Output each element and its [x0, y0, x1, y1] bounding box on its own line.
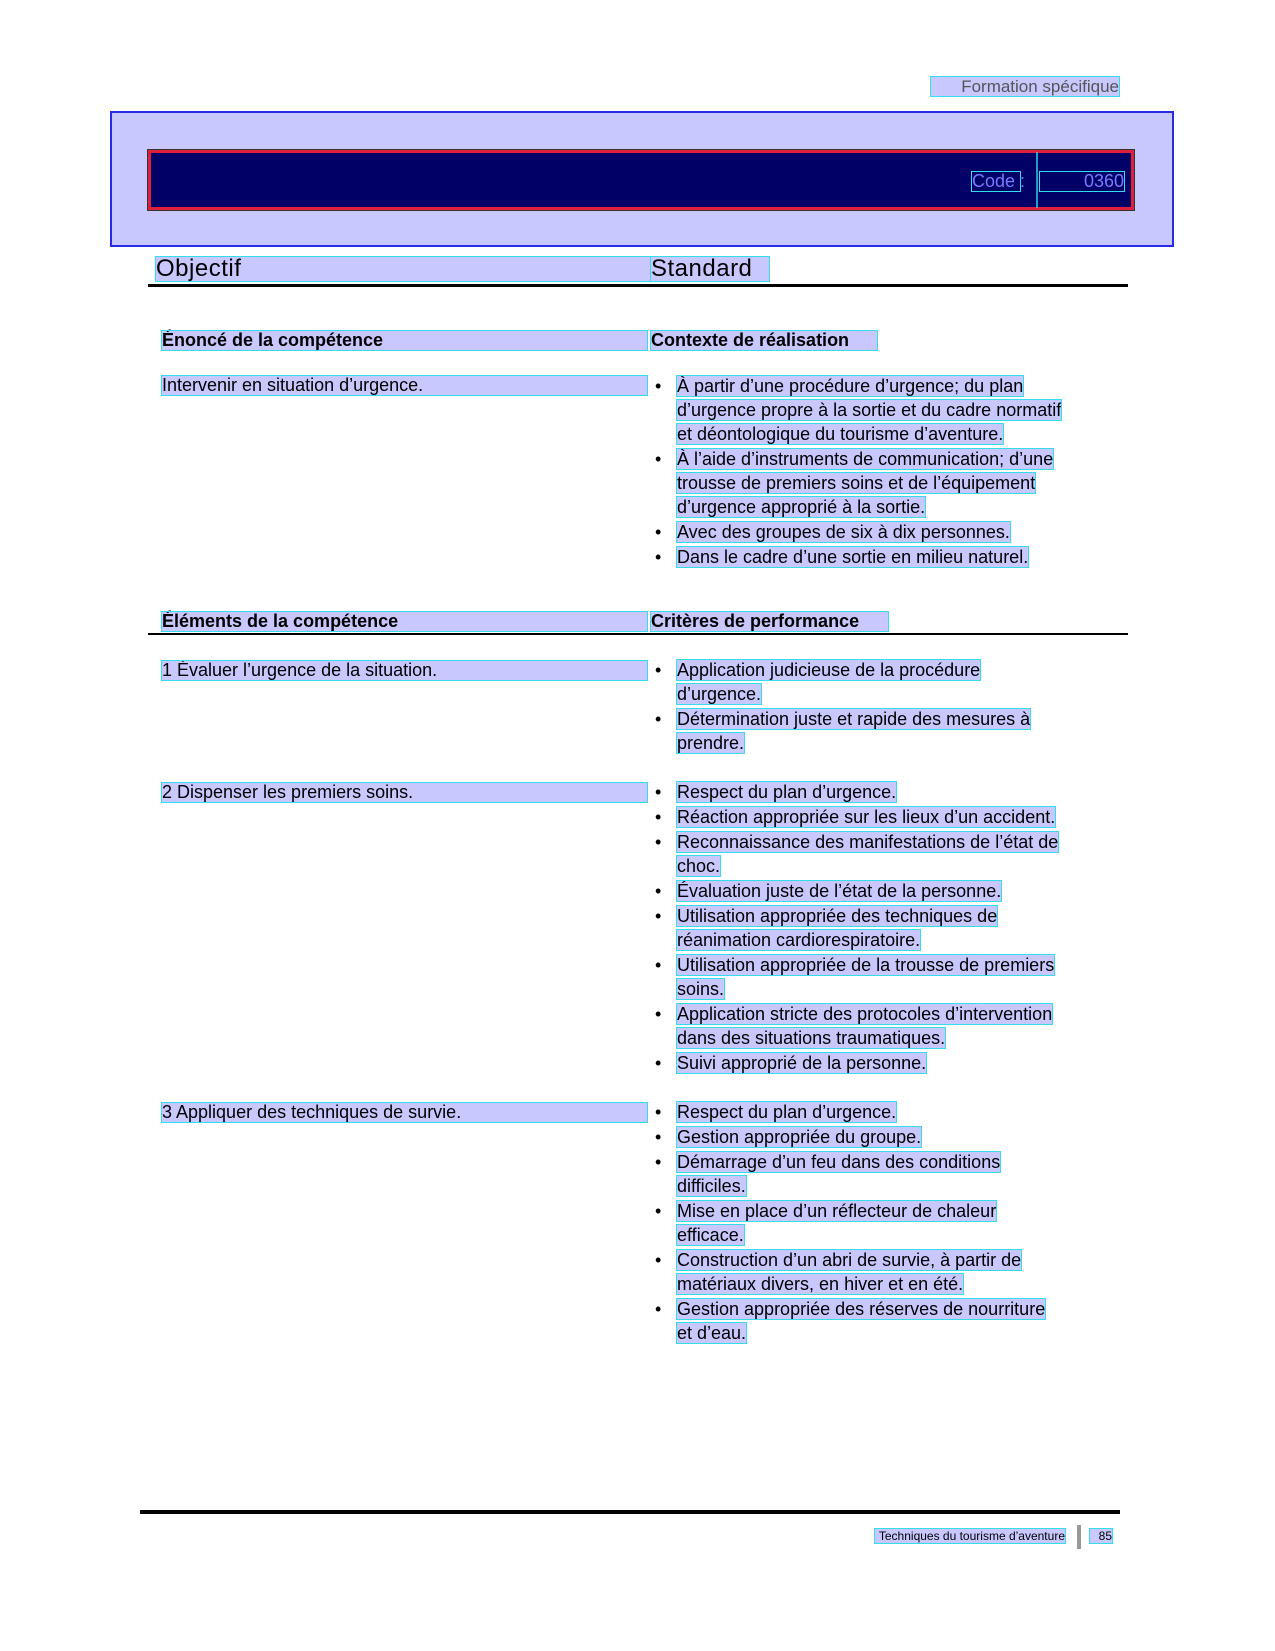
bullet-item	[653, 1125, 1123, 1149]
bullet-text: prendre.	[677, 733, 745, 753]
bullet-text: À l’aide d’instruments de communication; d’une	[677, 449, 1054, 469]
element-3-criteria	[653, 1100, 1123, 1346]
bullet-text: À partir d’une procédure d’urgence; du plan	[677, 376, 1024, 396]
bullet-item	[653, 707, 1123, 755]
bullet-text: Démarrage d’un feu dans des conditions	[677, 1152, 1001, 1172]
bullet-item	[653, 830, 1123, 878]
bullet-text: et d’eau.	[677, 1323, 747, 1343]
bullet-item	[653, 953, 1123, 1001]
page-number: 85	[1090, 1529, 1112, 1543]
bullet-item	[653, 520, 1123, 544]
bullet-item	[653, 447, 1123, 519]
bullet-text: Gestion appropriée du groupe.	[677, 1127, 922, 1147]
bullet-text: Évaluation juste de l’état de la personne.	[677, 881, 1002, 901]
bullet-text: difficiles.	[677, 1176, 746, 1196]
bullet-item	[653, 904, 1123, 952]
document-section-label: Formation spécifique	[931, 77, 1119, 96]
bullet-text: dans des situations traumatiques.	[677, 1028, 946, 1048]
bullet-item	[653, 374, 1123, 446]
bullet-item	[653, 1051, 1123, 1075]
bullet-text: Application stricte des protocoles d’intervention	[677, 1004, 1053, 1024]
bullet-text: Dans le cadre d’une sortie en milieu naturel.	[677, 547, 1029, 567]
bullet-text: Construction d’un abri de survie, à partir de	[677, 1250, 1022, 1270]
bullet-text: choc.	[677, 856, 721, 876]
elements-heading: Éléments de la compétence	[162, 612, 647, 631]
bullet-item	[653, 805, 1123, 829]
bullet-text: et déontologique du tourisme d’aventure.	[677, 424, 1004, 444]
bullet-text: Suivi approprié de la personne.	[677, 1053, 927, 1073]
bullet-item	[653, 1297, 1123, 1345]
column-title-standard: Standard	[651, 257, 769, 281]
footer-rule	[140, 1510, 1120, 1514]
element-3-label: 3 Appliquer des techniques de survie.	[162, 1103, 647, 1122]
element-2-label: 2 Dispenser les premiers soins.	[162, 783, 647, 802]
bullet-item	[653, 1199, 1123, 1247]
footer-separator	[1077, 1525, 1081, 1549]
bullet-text: efficace.	[677, 1225, 744, 1245]
context-heading: Contexte de réalisation	[651, 331, 877, 350]
code-separator	[1036, 152, 1038, 208]
bullet-item	[653, 879, 1123, 903]
bullet-text: Mise en place d’un réflecteur de chaleur	[677, 1201, 997, 1221]
bullet-item	[653, 1002, 1123, 1050]
competence-statement: Intervenir en situation d’urgence.	[162, 376, 647, 395]
context-list	[653, 374, 1123, 570]
code-label: Code :	[972, 171, 1026, 191]
bullet-text: d’urgence propre à la sortie et du cadre normatif	[677, 400, 1062, 420]
bullet-text: Respect du plan d’urgence.	[677, 1102, 897, 1122]
criteria-heading: Critères de performance	[651, 612, 888, 631]
bullet-text: Utilisation appropriée des techniques de	[677, 906, 998, 926]
element-2-criteria	[653, 780, 1123, 1076]
element-1-criteria	[653, 658, 1123, 756]
bullet-text: Détermination juste et rapide des mesures à	[677, 709, 1031, 729]
bullet-item	[653, 1150, 1123, 1198]
element-1-label: 1 Évaluer l’urgence de la situation.	[162, 661, 647, 680]
bullet-text: Avec des groupes de six à dix personnes.	[677, 522, 1010, 542]
bullet-text: trousse de premiers soins et de l’équipement	[677, 473, 1036, 493]
bullet-item	[653, 545, 1123, 569]
bullet-text: Respect du plan d’urgence.	[677, 782, 897, 802]
code-value: 0360	[1040, 172, 1124, 191]
bullet-item	[653, 658, 1123, 706]
bullet-item	[653, 780, 1123, 804]
bullet-text: soins.	[677, 979, 725, 999]
bullet-text: Utilisation appropriée de la trousse de premiers	[677, 955, 1055, 975]
bullet-text: Reconnaissance des manifestations de l’état de	[677, 832, 1059, 852]
bullet-text: Réaction appropriée sur les lieux d’un accident.	[677, 807, 1056, 827]
column-title-objectif: Objectif	[156, 257, 736, 281]
bullet-item	[653, 1100, 1123, 1124]
bullet-text: Application judicieuse de la procédure	[677, 660, 981, 680]
competence-statement-heading: Énoncé de la compétence	[162, 331, 647, 350]
bullet-text: matériaux divers, en hiver et en été.	[677, 1274, 964, 1294]
bullet-text: Gestion appropriée des réserves de nourriture	[677, 1299, 1046, 1319]
bullet-text: d’urgence.	[677, 684, 762, 704]
bullet-text: réanimation cardiorespiratoire.	[677, 930, 921, 950]
column-title-rule	[148, 284, 1128, 287]
bullet-text: d’urgence approprié à la sortie.	[677, 497, 926, 517]
bullet-item	[653, 1248, 1123, 1296]
elements-rule	[148, 633, 1128, 635]
footer-title: Techniques du tourisme d’aventure	[875, 1529, 1065, 1543]
